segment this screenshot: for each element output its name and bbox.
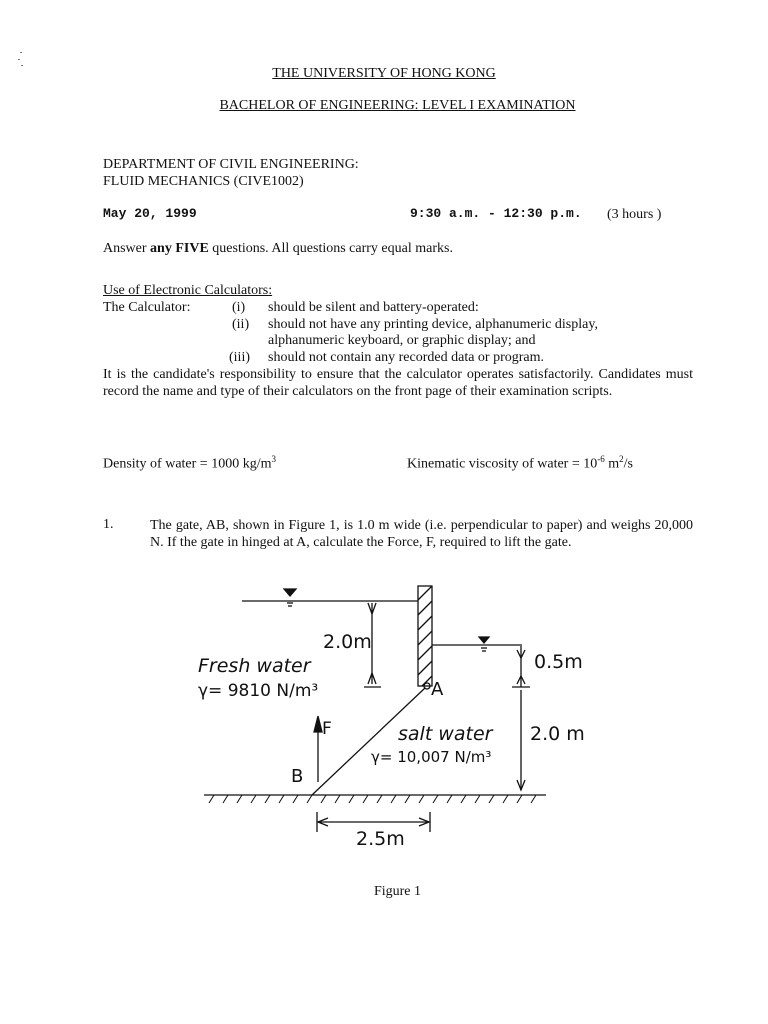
label-hinge-a: A <box>431 679 444 700</box>
label-salt-water: salt water <box>398 723 493 745</box>
question-number: 1. <box>103 517 114 532</box>
dividing-wall <box>418 586 432 686</box>
exam-duration: (3 hours ) <box>607 207 662 222</box>
calculator-heading: Use of Electronic Calculators: <box>103 283 273 298</box>
calculator-label: The Calculator: <box>103 300 191 315</box>
label-width: 2.5m <box>356 828 405 850</box>
calc-rule-text: should not have any printing device, alphanumeric display, <box>268 317 598 332</box>
kinematic-viscosity: Kinematic viscosity of water = $10^{-6}$ $m^2/s$ <box>407 454 633 472</box>
label-salt-gamma: γ= 10,007 N/m³ <box>371 748 492 766</box>
department-line: DEPARTMENT OF CIVIL ENGINEERING: <box>103 157 359 172</box>
calc-rule-num: (i) <box>232 300 246 315</box>
label-fresh-gamma: γ= 9810 N/m³ <box>198 681 319 701</box>
calc-rule-text: should not contain any recorded data or program. <box>268 350 545 365</box>
calc-rule-text: alphanumeric keyboard, or graphic display; and <box>268 333 536 348</box>
fresh-surface-marker <box>284 589 296 596</box>
label-fresh-depth: 2.0m <box>323 631 372 653</box>
calc-rule-text: should be silent and battery-operated: <box>268 300 479 315</box>
calc-rule-num: (iii) <box>229 350 250 365</box>
label-offset-depth: 0.5m <box>534 651 583 673</box>
label-force-f: F <box>322 719 332 739</box>
figure-caption: Figure 1 <box>373 884 422 899</box>
question-text: The gate, AB, shown in Figure 1, is 1.0 m wide (i.e. perpendicular to paper) and weighs 20,000 N. If the gate in hinged at A, calculate the Force, F, required to lift the gate. <box>150 518 693 550</box>
subject-line: FLUID MECHANICS (CIVE1002) <box>103 174 304 189</box>
responsibility-paragraph: It is the candidate's responsibility to ensure that the calculator operates satisfactorily. Candidates must record the name and type of their calculators on the front page of their examination scripts. <box>103 367 693 399</box>
label-fresh-water: Fresh water <box>198 655 311 677</box>
salt-surface-marker <box>479 637 489 643</box>
calc-rule-num: (ii) <box>232 317 250 332</box>
water-density: Density of water = 1000 $kg/m^3$ <box>103 454 276 472</box>
university-title: THE UNIVERSITY OF HONG KONG <box>272 66 496 81</box>
label-bottom-b: B <box>291 766 304 787</box>
exam-title: BACHELOR OF ENGINEERING: LEVEL I EXAMINATION <box>219 98 576 113</box>
exam-time: 9:30 a.m. - 12:30 p.m. <box>410 206 582 221</box>
exam-date: May 20, 1999 <box>103 206 197 221</box>
answer-instructions: Answer any FIVE questions. All questions carry equal marks. <box>103 241 453 256</box>
label-salt-depth: 2.0 m <box>530 723 585 745</box>
ground-hatching <box>209 795 536 803</box>
